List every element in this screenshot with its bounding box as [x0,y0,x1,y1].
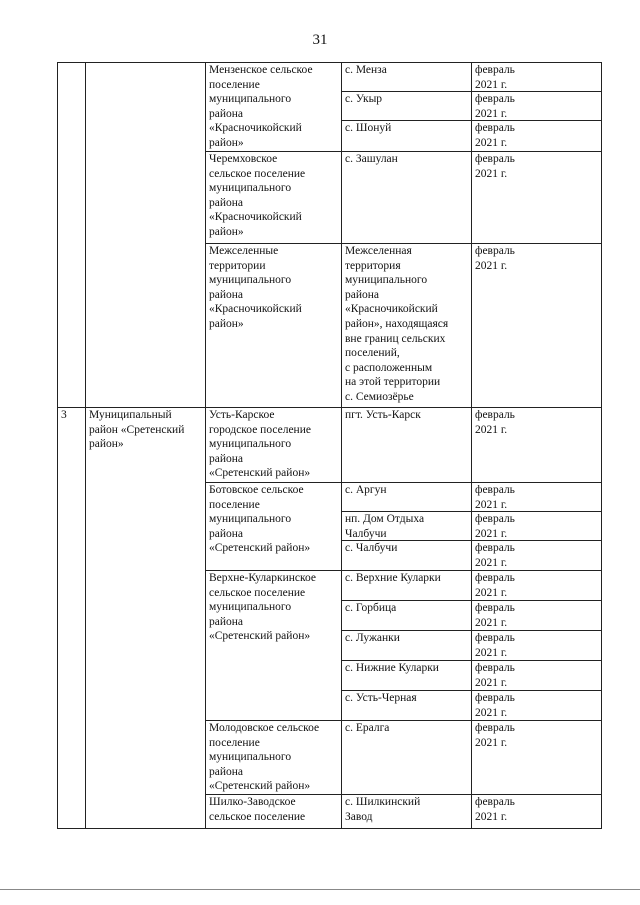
locality-name: с. Чалбучи [345,542,398,554]
page-number: 31 [312,32,328,48]
survey-date: февраль 2021 г. [475,572,515,599]
locality-name: с. Шилкинский Завод [345,796,421,823]
survey-date: февраль 2021 г. [475,662,515,689]
table-column-rule [57,62,58,829]
locality-name: с. Верхние Куларки [345,572,441,584]
locality-name: с. Ералга [345,722,390,734]
locality-schedule-table [57,62,601,829]
settlement-name: Шилко-Заводское сельское поселение [209,796,306,823]
survey-date: февраль 2021 г. [475,245,515,272]
survey-date: февраль 2021 г. [475,122,515,149]
locality-name: с. Менза [345,64,387,76]
survey-date: февраль 2021 г. [475,64,515,91]
locality-name: нп. Дом Отдыха Чалбучи [345,513,425,540]
survey-date: февраль 2021 г. [475,93,515,120]
locality-name: с. Нижние Куларки [345,662,439,674]
locality-name: с. Шонуй [345,122,392,134]
survey-date: февраль 2021 г. [475,409,515,436]
settlement-name: Усть-Карское городское поселение муниципального района «Сретенский район» [209,409,311,480]
survey-date: февраль 2021 г. [475,602,515,629]
survey-date: февраль 2021 г. [475,513,515,540]
locality-name: с. Лужанки [345,632,400,644]
locality-name: с. Укыр [345,93,383,105]
survey-date: февраль 2021 г. [475,484,515,511]
locality-name: с. Горбица [345,602,397,614]
settlement-name: Межселенные территории муниципального района «Красночикойский район» [209,245,302,330]
settlement-name: Черемховское сельское поселение муниципального района «Красночикойский район» [209,153,306,238]
district-name [85,62,205,63]
survey-date: февраль 2021 г. [475,542,515,569]
table-column-rule [341,62,342,829]
survey-date: февраль 2021 г. [475,153,515,180]
district-name: Муниципальный район «Сретенский район» [89,409,185,451]
settlement-name: Ботовское сельское поселение муниципального района «Сретенский район» [209,484,311,555]
locality-name: пгт. Усть-Карск [345,409,421,421]
settlement-name: Молодовское сельское поселение муниципального района «Сретенский район» [209,722,320,793]
survey-date: февраль 2021 г. [475,692,515,719]
row-number [57,62,85,63]
survey-date: февраль 2021 г. [475,722,515,749]
locality-name: Межселенная территория муниципального района «Красночикойский район», находящаяся вне границ сельских поселений, с расположенным на этой территории с. Семиозёрье [345,245,449,403]
table-rule [57,407,205,408]
settlement-name: Мензенское сельское поселение муниципального района «Красночикойский район» [209,64,313,149]
survey-date: февраль 2021 г. [475,632,515,659]
locality-name: с. Зашулан [345,153,398,165]
page-bottom-rule [0,889,640,890]
settlement-name: Верхне-Куларкинское сельское поселение муниципального района «Сретенский район» [209,572,317,643]
locality-name: с. Усть-Черная [345,692,417,704]
survey-date: февраль 2021 г. [475,796,515,823]
table-column-rule [601,62,602,829]
row-number: 3 [61,409,67,421]
locality-name: с. Аргун [345,484,387,496]
table-rule [57,828,601,829]
